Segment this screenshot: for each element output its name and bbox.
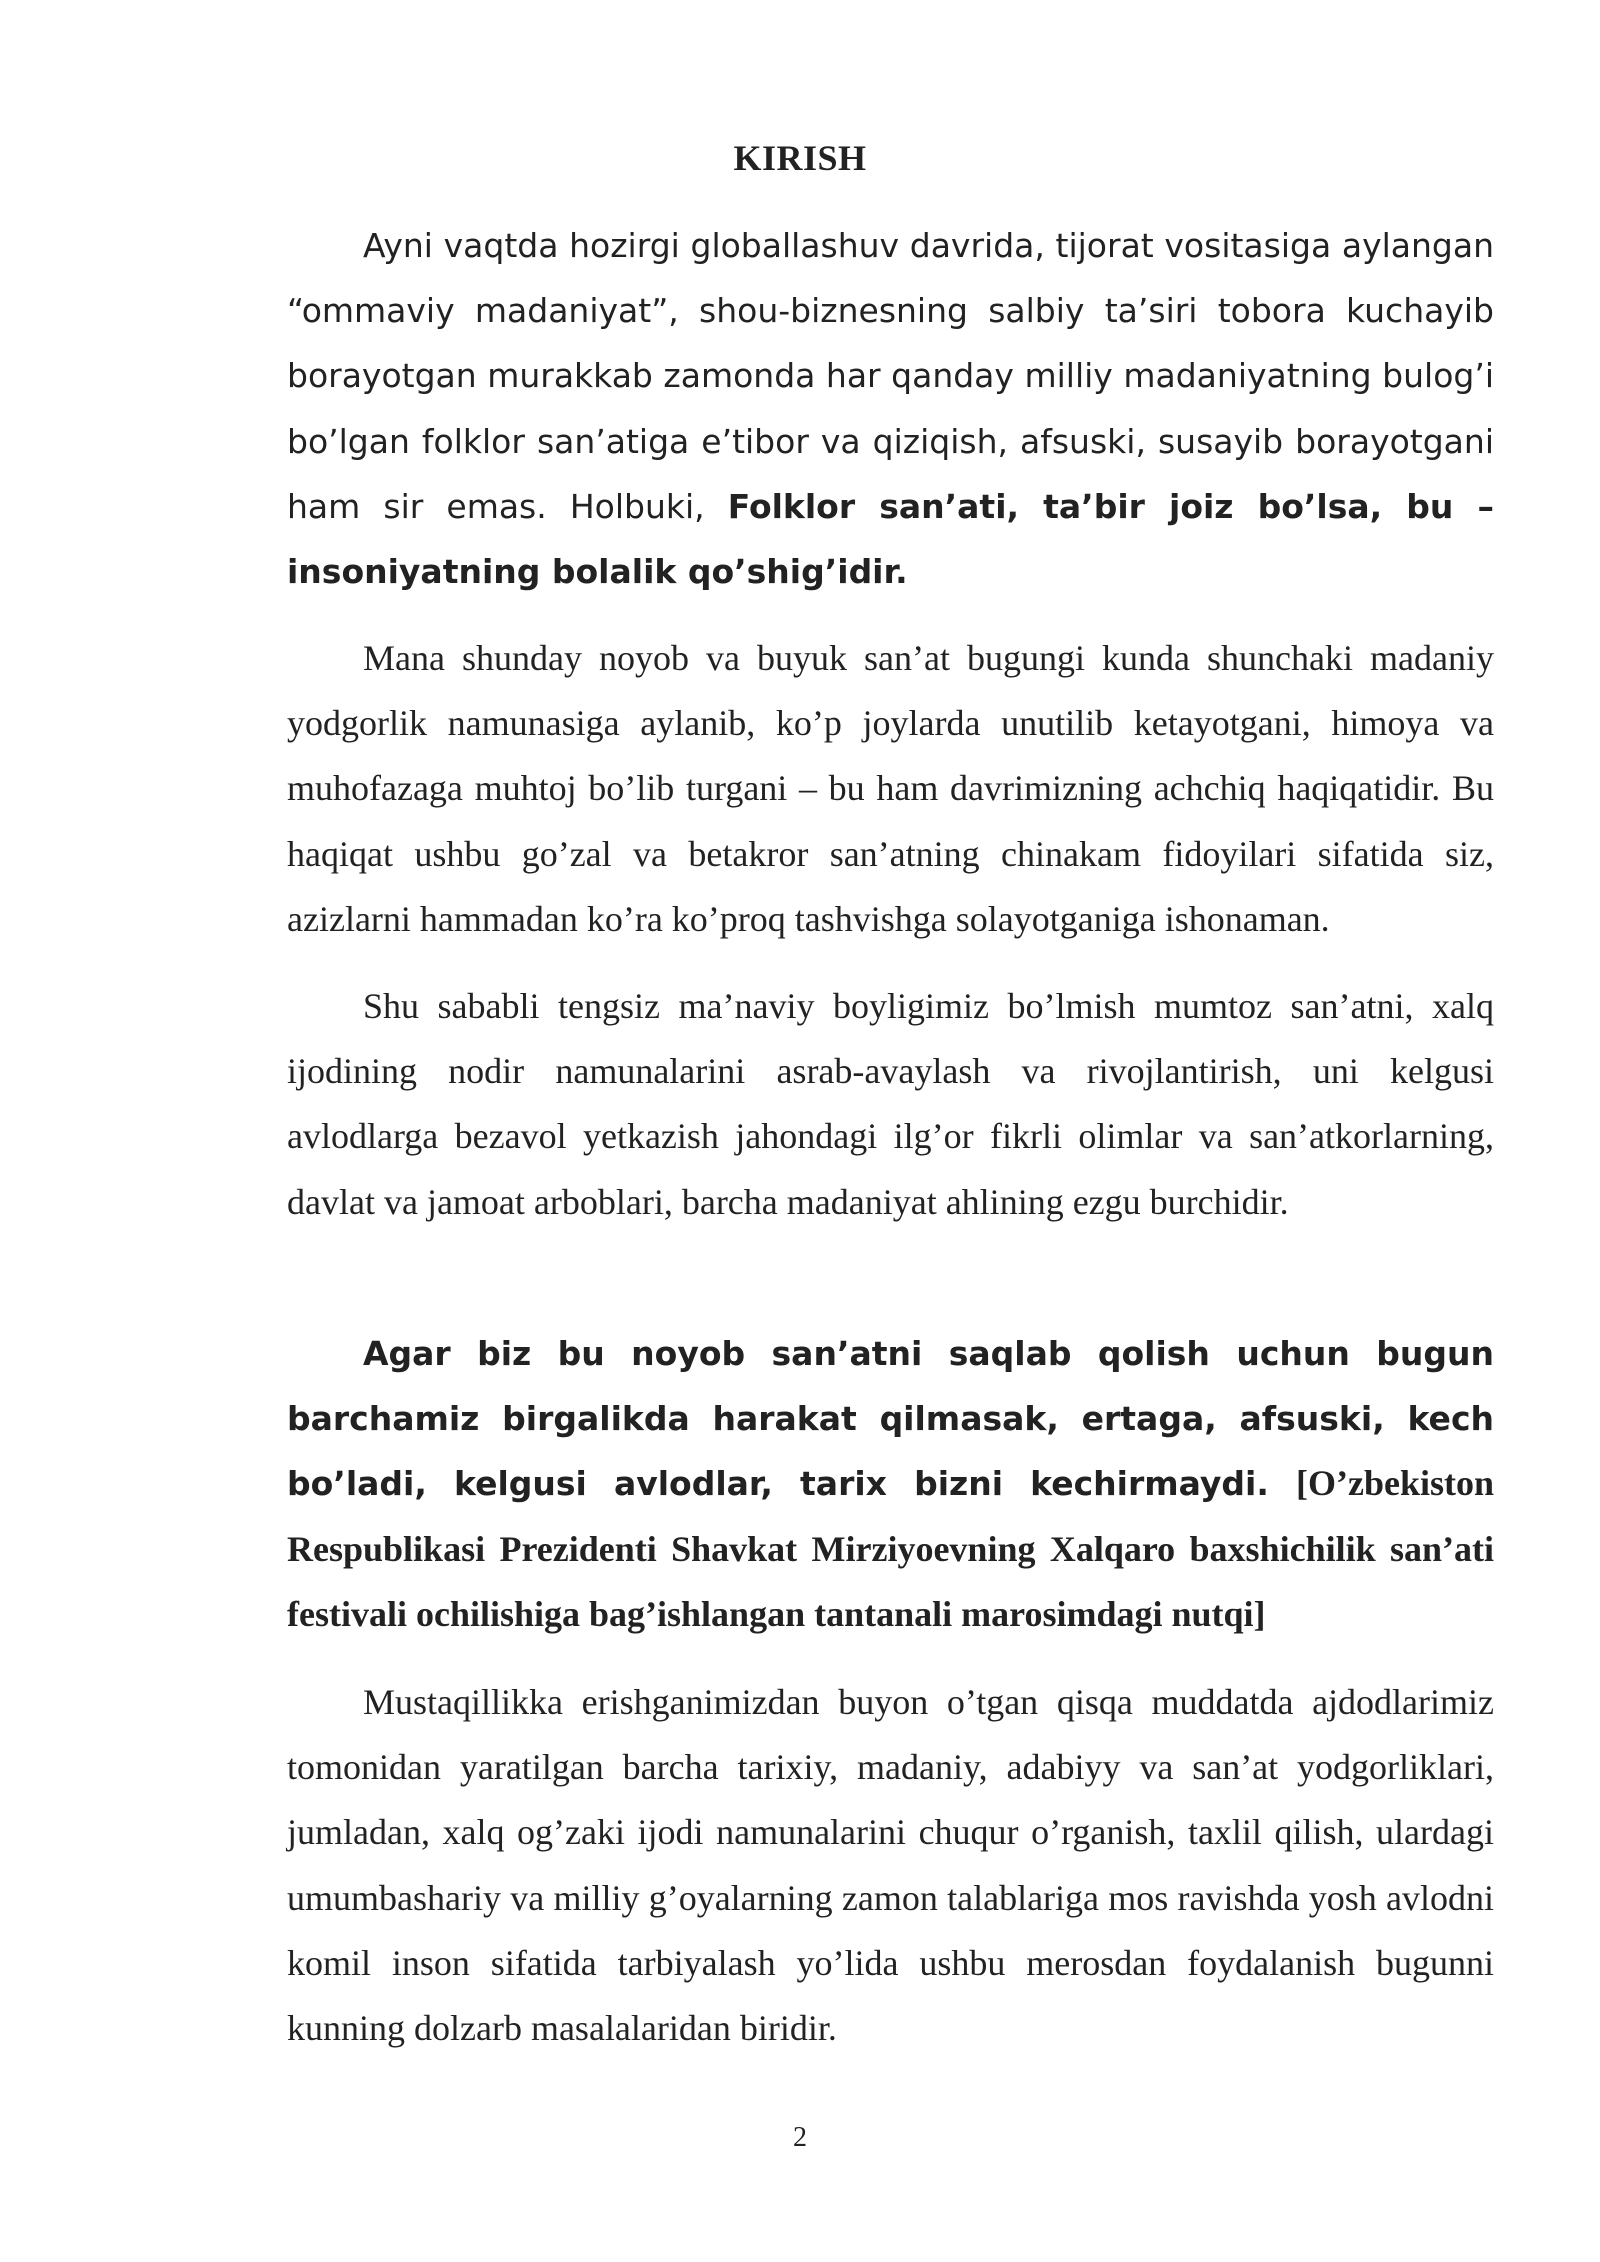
paragraph-5: Mustaqillikka erishganimizdan buyon o’tgan qisqa muddatda ajdodlarimiz tomonidan yaratilgan barcha tarixiy, madaniy, adabiyy va san’at yodgorliklari, jumladan, xalq og’zaki ijodi namunalarini chuqur o’rganish, taxlil qilish, ulardagi umumbashariy va milliy g’oyalarning zamon talablariga mos ravishda yosh avlodni komil inson sifatida tarbiyalash yo’lida ushbu merosdan foydalanish bugunni kunning dolzarb masalalaridan biridir. [287,1682,1494,2049]
section-title: KIRISH [733,138,867,178]
paragraph-1 [287,213,1494,604]
paragraph-1-emphasis: Folklor san’ati, ta’bir joiz bo’lsa, bu – insoniyatning bolalik qo’shig’idir. [287,486,1494,592]
paragraph-4-quote [287,1321,1494,1647]
presidential-quote: Agar biz bu noyob san’atni saqlab qolish uchun bugun barchamiz birgalikda harakat qilmasak, ertaga, afsuski, kech bo’ladi, kelgusi avlodlar, tarix bizni kechirmaydi. [287,1334,1494,1504]
page-number: 2 [793,2122,807,2153]
quote-source: [O’zbekiston Respublikasi Prezidenti Shavkat Mirziyoevning Xalqaro baxshichilik san’ati festivali ochilishiga bag’ishlangan tantanali marosimdagi nutqi] [287,1463,1494,1634]
paragraph-3: Shu sababli tengsiz ma’naviy boyligimiz bo’lmish mumtoz san’atni, xalq ijodining nodir namunalarini asrab-avaylash va rivojlantirish, uni kelgusi avlodlarga bezavol yetkazish jahondagi ilg’or fikrli olimlar va san’atkorlarning, davlat va jamoat arboblari, barcha madaniyat ahlining ezgu burchidir. [287,986,1494,1222]
paragraph-1-text: Ayni vaqtda hozirgi globallashuv davrida, tijorat vositasiga aylangan “ommaviy madaniyat”, shou-biznesning salbiy ta’siri tobora kuchayib borayotgan murakkab zamonda har qanday milliy madaniyatning bulog’i bo’lgan folklor san’atiga e’tibor va qiziqish, afsuski, susayib borayotgani ham sir emas. Holbuki, [287,226,1494,526]
paragraph-2: Mana shunday noyob va buyuk san’at bugungi kunda shunchaki madaniy yodgorlik namunasiga aylanib, ko’p joylarda unutilib ketayotgani, himoya va muhofazaga muhtoj bo’lib turgani – bu ham davrimizning achchiq haqiqatidir. Bu haqiqat ushbu go’zal va betakror san’atning chinakam fidoyilari sifatida siz, azizlarni hammadan ko’ra ko’proq tashvishga solayotganiga ishonaman. [287,638,1494,939]
